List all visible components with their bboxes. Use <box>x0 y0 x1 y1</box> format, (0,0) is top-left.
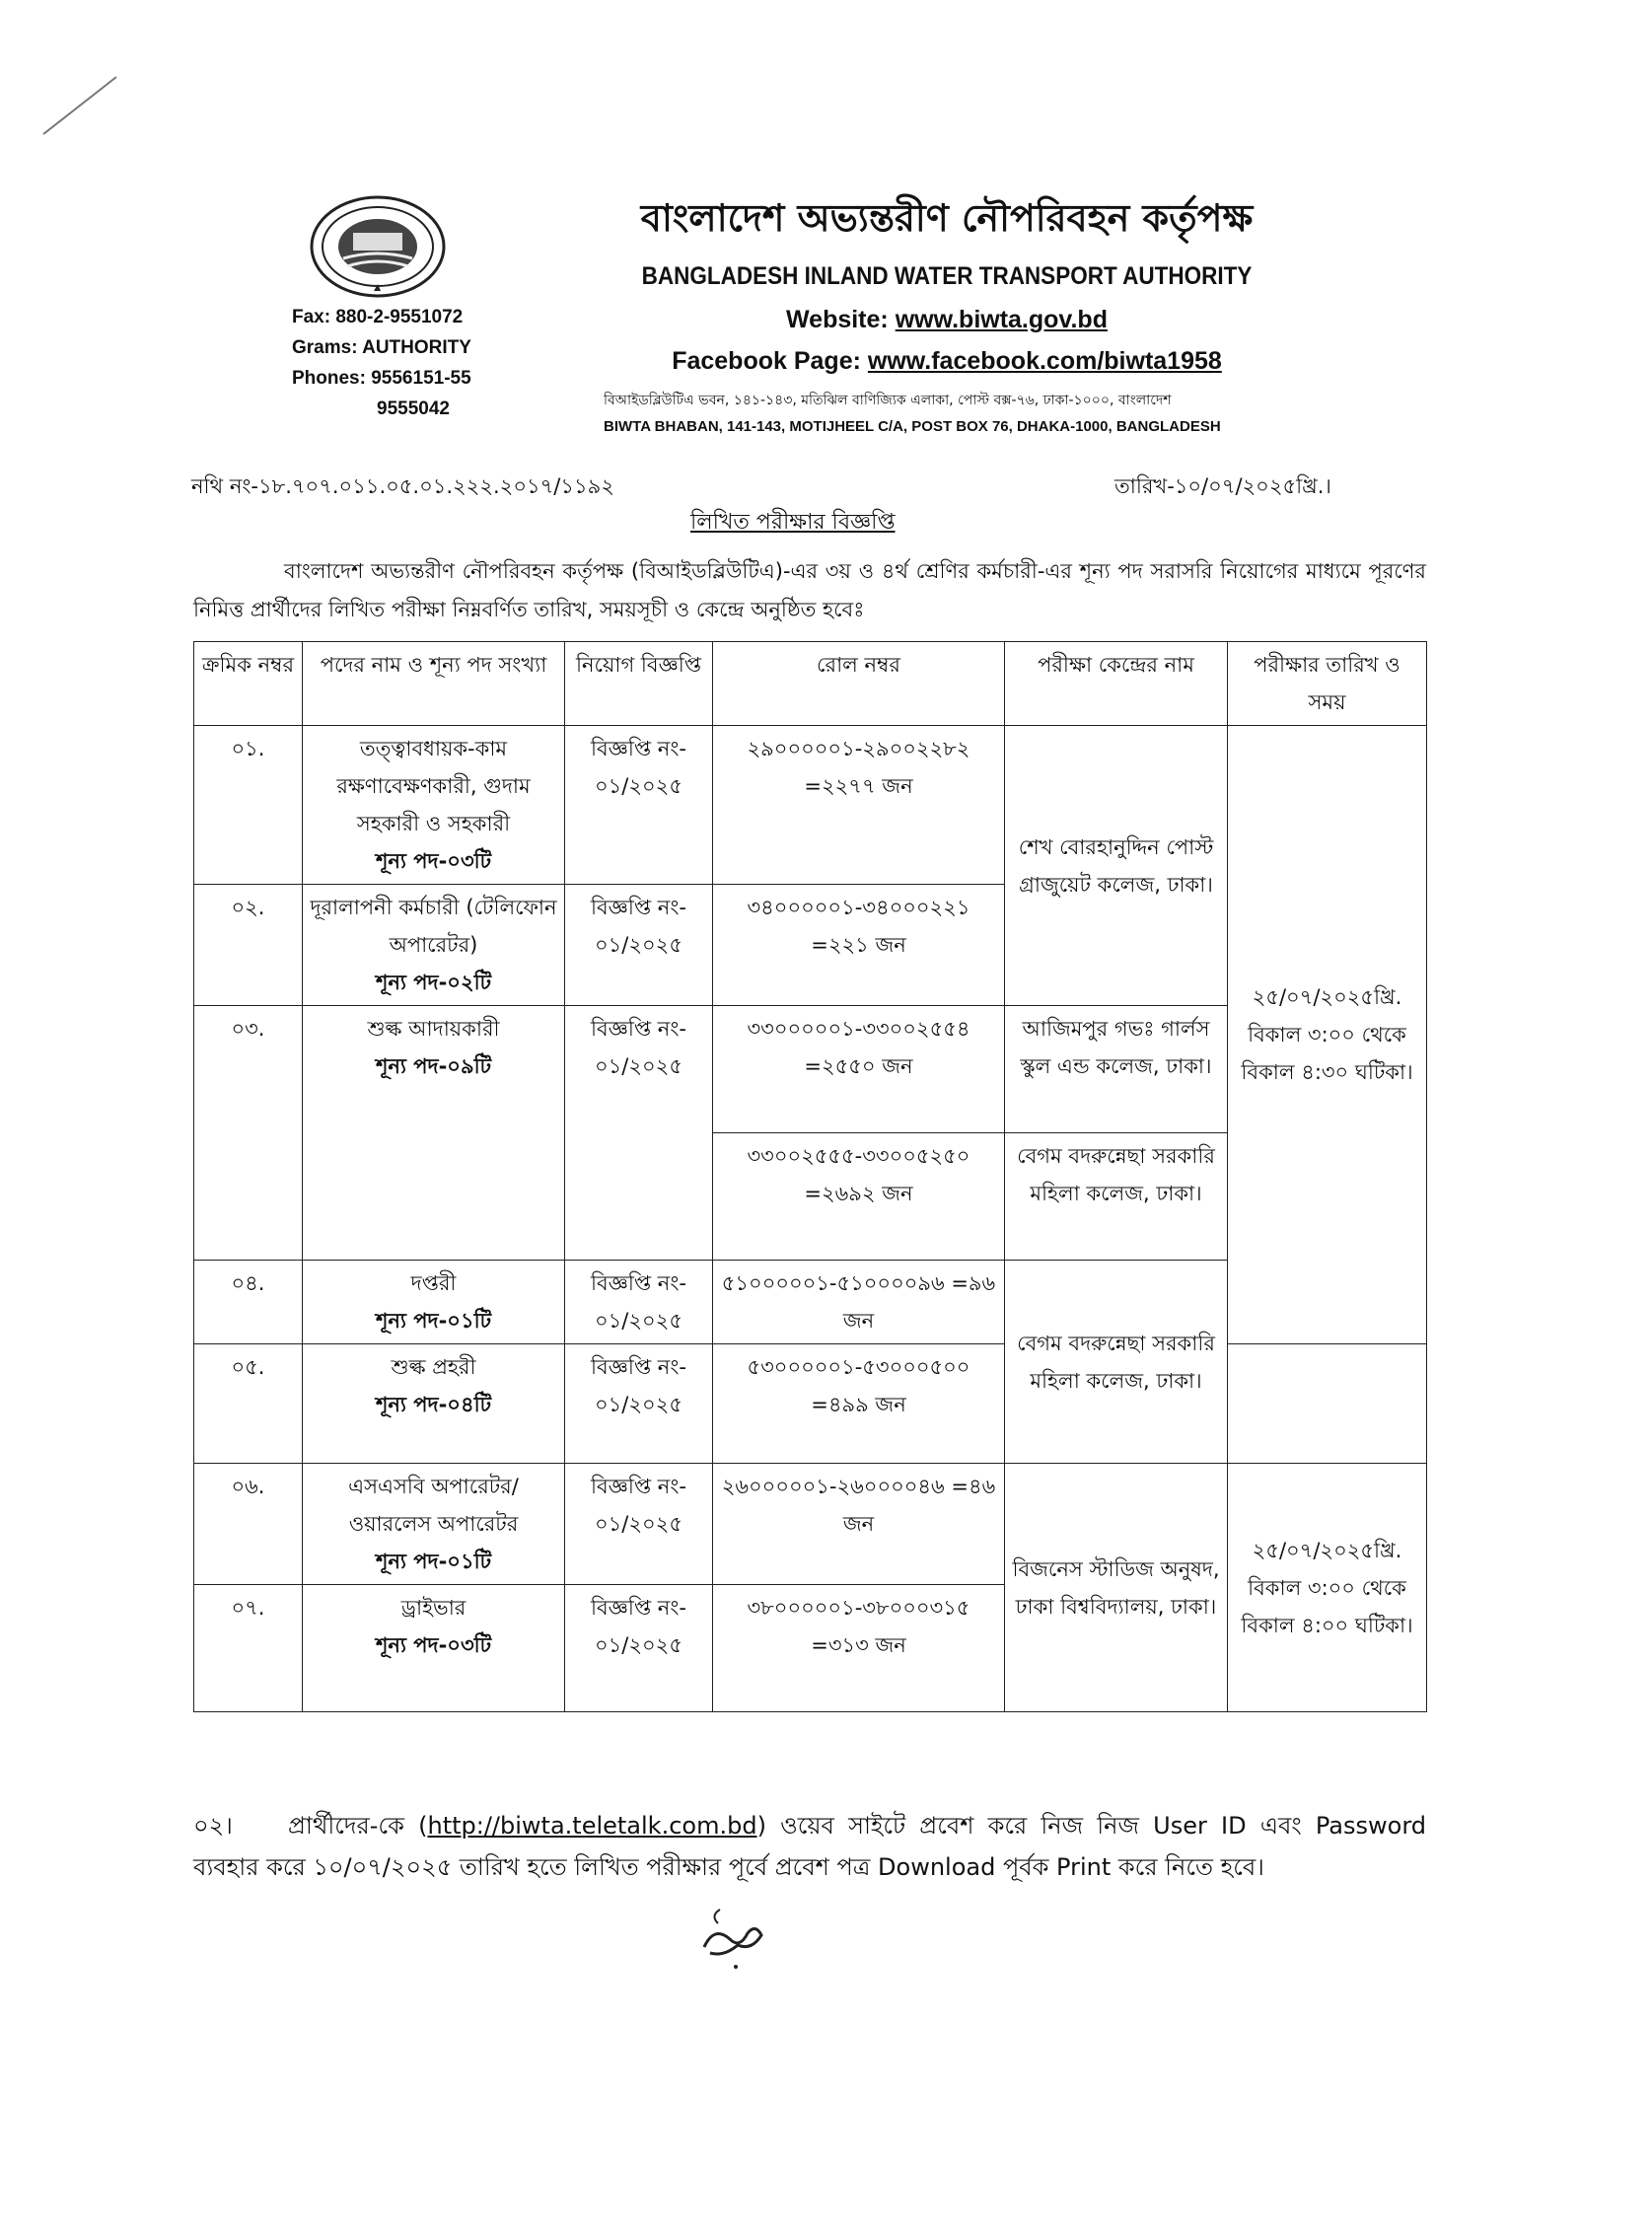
header-roll: রোল নম্বর <box>713 642 1005 726</box>
intro-paragraph: বাংলাদেশ অভ্যন্তরীণ নৌপরিবহন কর্তৃপক্ষ (বিআইডব্লিউটিএ)-এর ৩য় ও ৪র্থ শ্রেণির কর্মচারী-এর শূন্য পদ সরাসরি নিয়োগের মাধ্যমে পূরণের নিমিত্ত প্রার্থীদের লিখিত পরীক্ষা নিম্নবর্ণিত তারিখ, সময়সূচী ও কেন্দ্রে অনুষ্ঠিত হবেঃ <box>193 559 1426 621</box>
serial-cell: ০১. <box>194 726 303 885</box>
biwta-seal-logo <box>308 193 448 300</box>
footer-instruction <box>193 1805 1426 1888</box>
footer-text-b: ) ওয়েব সাইটে প্রবেশ করে নিজ নিজ User ID এবং Password ব্যবহার করে ১০/০৭/২০২৫ তারিখ হতে লিখিত পরীক্ষার পূর্বে প্রবেশ পত্র Download পূর্বক Print করে নিতে হবে। <box>193 1812 1426 1881</box>
table-row <box>194 1344 1427 1464</box>
facebook-link[interactable]: www.facebook.com/biwta1958 <box>867 347 1222 375</box>
facebook-label: Facebook Page: <box>672 347 868 375</box>
serial-cell: ০৫. <box>194 1344 303 1464</box>
post-cell <box>303 1344 565 1464</box>
vacancy-count: শূন্য পদ-০৯টি <box>375 1054 492 1078</box>
center-cell: বেগম বদরুন্নেছা সরকারি মহিলা কলেজ, ঢাকা। <box>1005 1261 1228 1464</box>
header-post: পদের নাম ও শূন্য পদ সংখ্যা <box>303 642 565 726</box>
post-cell <box>303 1006 565 1261</box>
exam-schedule-table <box>193 641 1427 1712</box>
website-label: Website: <box>786 306 896 333</box>
time-cell: ২৫/০৭/২০২৫খ্রি. বিকাল ৩:০০ থেকে বিকাল ৪:৩০ ঘটিকা। <box>1228 726 1427 1344</box>
grams: Grams: AUTHORITY <box>292 337 471 358</box>
signature-mark <box>690 1896 779 1975</box>
center-cell: শেখ বোরহানুদ্দিন পোস্ট গ্রাজুয়েট কলেজ, ঢাকা। <box>1005 726 1228 1006</box>
post-name: দপ্তরী <box>410 1271 457 1295</box>
memo-number: নথি নং-১৮.৭০৭.০১১.০৫.০১.২২২.২০১৭/১১৯২ <box>191 474 614 498</box>
circular-cell: বিজ্ঞপ্তি নং- ০১/২০২৫ <box>565 885 713 1006</box>
phone-number-2: 9555042 <box>377 398 450 419</box>
table-row <box>194 726 1427 885</box>
header-time: পরীক্ষার তারিখ ও সময় <box>1228 642 1427 726</box>
post-name: দূরালাপনী কর্মচারী (টেলিফোন অপারেটর) <box>310 896 557 957</box>
post-cell <box>303 885 565 1006</box>
post-name: শুল্ক প্রহরী <box>391 1355 476 1379</box>
footer-number: ০২। <box>193 1812 233 1840</box>
roll-cell: ৩৮০০০০০১-৩৮০০০৩১৫ =৩১৩ জন <box>713 1585 1005 1712</box>
notice-title: লিখিত পরীক্ষার বিজ্ঞপ্তি <box>690 510 896 535</box>
vacancy-count: শূন্য পদ-০১টি <box>375 1550 492 1573</box>
header-serial: ক্রমিক নম্বর <box>194 642 303 726</box>
post-name: ড্রাইভার <box>400 1596 467 1620</box>
vacancy-count: শূন্য পদ-০৪টি <box>375 1393 492 1416</box>
post-name: এসএসবি অপারেটর/ ওয়ারলেস অপারেটর <box>348 1475 519 1536</box>
serial-cell: ০২. <box>194 885 303 1006</box>
post-name: শুল্ক আদায়কারী <box>367 1017 500 1041</box>
post-cell <box>303 1464 565 1585</box>
footer-text-a: প্রার্থীদের-কে ( <box>288 1812 428 1840</box>
post-cell <box>303 1261 565 1344</box>
header-circular: নিয়োগ বিজ্ঞপ্তি <box>565 642 713 726</box>
contact-info <box>292 302 471 424</box>
website-link[interactable]: www.biwta.gov.bd <box>895 306 1108 333</box>
vacancy-count: শূন্য পদ-০২টি <box>375 971 492 994</box>
serial-cell: ০৩. <box>194 1006 303 1261</box>
roll-cell: ২৯০০০০০১-২৯০০২২৮২ =২২৭৭ জন <box>713 726 1005 885</box>
center-cell: বিজনেস স্টাডিজ অনুষদ, ঢাকা বিশ্ববিদ্যালয়, ঢাকা। <box>1005 1464 1228 1712</box>
post-cell <box>303 726 565 885</box>
teletalk-link[interactable]: http://biwta.teletalk.com.bd <box>427 1812 757 1840</box>
vacancy-count: শূন্য পদ-০৩টি <box>375 1633 492 1657</box>
table-header-row <box>194 642 1427 726</box>
header-center: পরীক্ষা কেন্দ্রের নাম <box>1005 642 1228 726</box>
pen-stroke-mark <box>39 69 123 148</box>
circular-cell: বিজ্ঞপ্তি নং- ০১/২০২৫ <box>565 1261 713 1344</box>
serial-cell: ০৬. <box>194 1464 303 1585</box>
post-name: তত্ত্বাবধায়ক-কাম রক্ষণাবেক্ষণকারী, গুদাম সহকারী ও সহকারী <box>336 737 531 835</box>
address-english: BIWTA BHABAN, 141-143, MOTIJHEEL C/A, POST BOX 76, DHAKA-1000, BANGLADESH <box>604 418 1221 435</box>
vacancy-count: শূন্য পদ-০৩টি <box>375 849 492 873</box>
circular-cell: বিজ্ঞপ্তি নং- ০১/২০২৫ <box>565 1464 713 1585</box>
circular-cell: বিজ্ঞপ্তি নং- ০১/২০২৫ <box>565 1585 713 1712</box>
table-row <box>194 1464 1427 1585</box>
circular-cell: বিজ্ঞপ্তি নং- ০১/২০২৫ <box>565 1344 713 1464</box>
roll-cell: ৩৩০০২৫৫৫-৩৩০০৫২৫০ =২৬৯২ জন <box>713 1133 1005 1261</box>
circular-cell: বিজ্ঞপ্তি নং- ০১/২০২৫ <box>565 726 713 885</box>
vacancy-count: শূন্য পদ-০১টি <box>375 1309 492 1333</box>
serial-cell: ০৭. <box>194 1585 303 1712</box>
serial-cell: ০৪. <box>194 1261 303 1344</box>
time-cell: ২৫/০৭/২০২৫খ্রি. বিকাল ৩:০০ থেকে বিকাল ৪:০০ ঘটিকা। <box>1228 1464 1427 1712</box>
roll-cell: ৫১০০০০০১-৫১০০০০৯৬ =৯৬ জন <box>713 1261 1005 1344</box>
org-name-english: BANGLADESH INLAND WATER TRANSPORT AUTHORITY <box>641 262 1253 290</box>
circular-cell: বিজ্ঞপ্তি নং- ০১/২০২৫ <box>565 1006 713 1261</box>
center-cell: বেগম বদরুন্নেছা সরকারি মহিলা কলেজ, ঢাকা। <box>1005 1133 1228 1261</box>
roll-cell: ৩৩০০০০০১-৩৩০০২৫৫৪ =২৫৫০ জন <box>713 1006 1005 1133</box>
roll-cell: ৫৩০০০০০১-৫৩০০০৫০০ =৪৯৯ জন <box>713 1344 1005 1464</box>
org-name-bangla: বাংলাদেশ অভ্যন্তরীণ নৌপরিবহন কর্তৃপক্ষ <box>640 196 1254 240</box>
fax-number: Fax: 880-2-9551072 <box>292 307 464 327</box>
phone-numbers: Phones: 9556151-55 <box>292 368 471 389</box>
address-bangla: বিআইডব্লিউটিএ ভবন, ১৪১-১৪৩, মতিঝিল বাণিজ্যিক এলাকা, পোস্ট বক্স-৭৬, ঢাকা-১০০০, বাংলাদেশ <box>604 393 1172 408</box>
roll-cell: ২৬০০০০০১-২৬০০০০৪৬ =৪৬ জন <box>713 1464 1005 1585</box>
website-line <box>592 306 1302 334</box>
post-cell <box>303 1585 565 1712</box>
roll-cell: ৩৪০০০০০১-৩৪০০০২২১ =২২১ জন <box>713 885 1005 1006</box>
issue-date: তারিখ-১০/০৭/২০২৫খ্রি.। <box>1114 474 1331 498</box>
center-cell: আজিমপুর গভঃ গার্লস স্কুল এন্ড কলেজ, ঢাকা। <box>1005 1006 1228 1133</box>
facebook-line <box>592 347 1302 376</box>
